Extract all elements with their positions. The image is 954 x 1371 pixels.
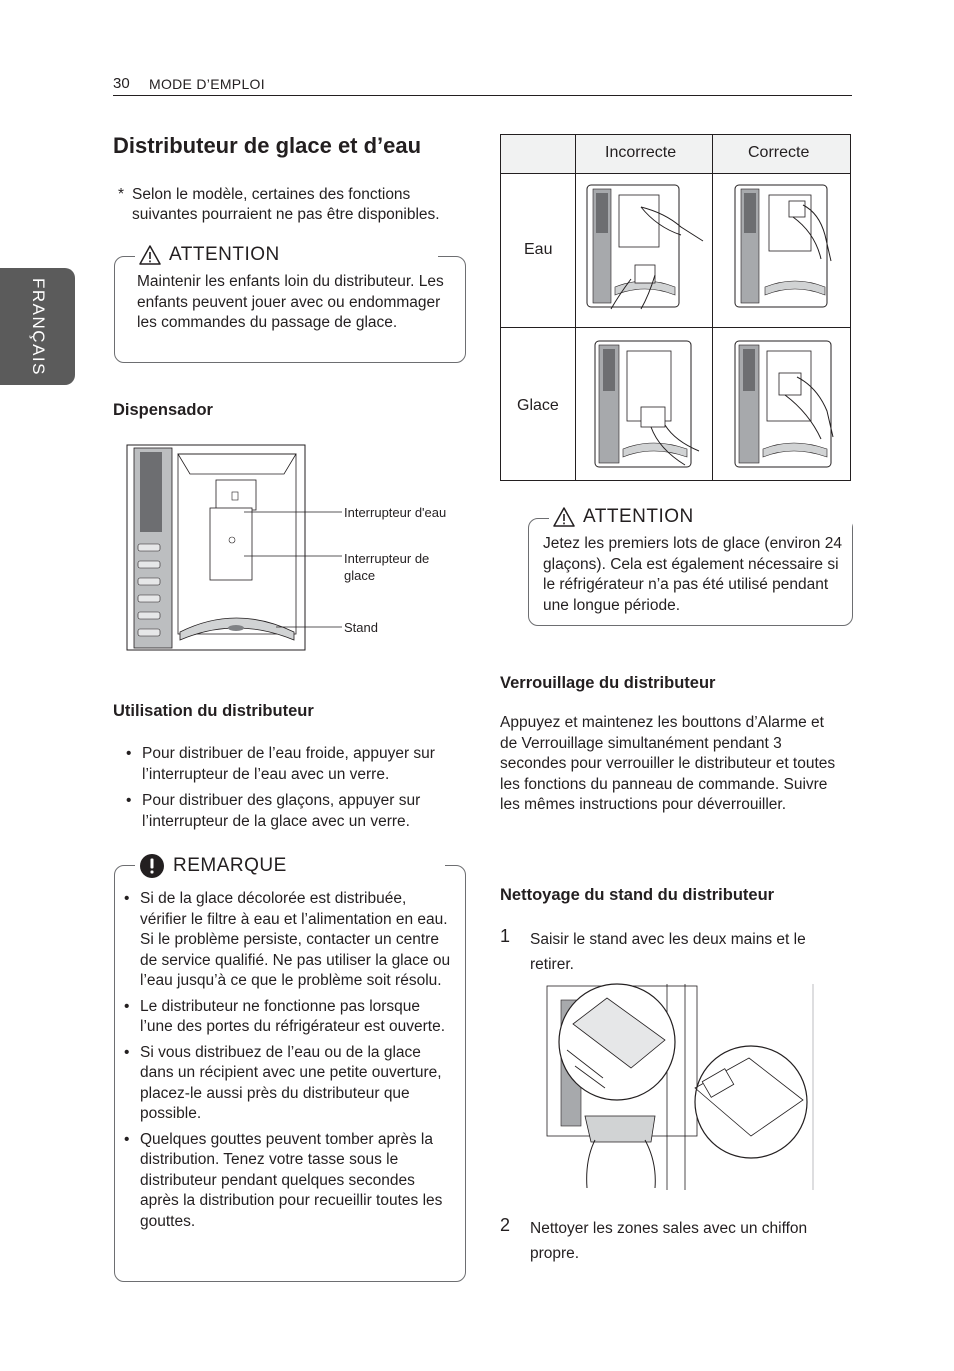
ice-correct-illustration (729, 337, 847, 473)
list-item: • Quelques gouttes peuvent tomber après la distribution. Tenez votre tasse sous le distributeur pendant quelques secondes après la distribution pour recueillir toutes les gouttes. (118, 1130, 453, 1233)
step-number: 1 (500, 926, 511, 946)
remarque-box (114, 855, 466, 1282)
list-item: • Pour distribuer de l’eau froide, appuyer sur l’interrupteur de l’eau avec un verre. (120, 744, 450, 785)
dispensador-heading: Dispensador (113, 401, 213, 419)
step-text: Nettoyer les zones sales avec un chiffon propre. (530, 1220, 808, 1262)
verrouillage-text: Appuyez et maintenez les bouttons d’Alarme et de Verrouillage simultanément pendant 3 secondes pour verrouiller le distributeur et toutes les fonctions du panneau de commande. Suivre les mêmes instructions pour déverrouiller. (500, 714, 836, 813)
remarque-list (118, 889, 453, 1232)
note-marker: * (118, 186, 125, 203)
step-number: 2 (500, 1215, 511, 1235)
cleaning-illustration (545, 980, 815, 1192)
attention-title-text: ATTENTION (169, 244, 280, 265)
row-label-ice: Glace (517, 397, 559, 414)
usage-table (500, 134, 851, 481)
list-item: • Si vous distribuez de l’eau ou de la glace dans un récipient avec une petite ouverture, placez-le aussi près du distributeur que possible. (118, 1043, 453, 1125)
water-incorrect-illustration (585, 183, 705, 311)
page-title: Distributeur de glace et d’eau (113, 133, 422, 158)
step-text: Saisir le stand avec les deux mains et le retirer. (530, 931, 806, 973)
utilisation-heading: Utilisation du distributeur (113, 702, 314, 720)
section-label: MODE D’EMPLOI (149, 76, 265, 92)
warning-triangle-icon (139, 244, 161, 266)
col-header-incorrect: Incorrecte (605, 144, 677, 161)
attention-box-ice (528, 506, 853, 626)
remarque-title-text: REMARQUE (173, 855, 287, 876)
page-number: 30 (113, 75, 130, 92)
attention-text-2: Jetez les premiers lots de glace (environ 24 glaçons). Cela est également nécessaire si le réfrigérateur n’a pas été utilisé pendant une longue période. (543, 535, 842, 614)
attention-title-1 (135, 244, 438, 266)
utilisation-list (120, 744, 450, 832)
language-tab (0, 268, 75, 385)
list-item: • Pour distribuer des glaçons, appuyer sur l’interrupteur de la glace avec un verre. (120, 791, 450, 832)
label-ice-switch: Interrupteur de glace (344, 551, 430, 583)
row-label-water: Eau (524, 241, 553, 258)
list-item: • Si de la glace décolorée est distribuée, vérifier le filtre à eau et l’alimentation en eau. Si le problème persiste, contacter un centre de service qualifié. Ne pas utiliser la glace ou l’eau jusqu’à ce que le problème soit résolu. (118, 889, 453, 992)
attention-text-1: Maintenir les enfants loin du distributeur. Les enfants peuvent jouer avec ou endommager les commandes du passage de glace. (137, 273, 444, 331)
list-item: • Le distributeur ne fonctionne pas lorsque l’une des portes du réfrigérateur est ouverte. (118, 997, 453, 1038)
nettoyage-heading: Nettoyage du stand du distributeur (500, 886, 775, 904)
col-header-correct: Correcte (748, 144, 810, 161)
ice-incorrect-illustration (589, 337, 707, 473)
attention-box-children (114, 244, 466, 363)
exclamation-circle-icon (139, 853, 165, 879)
header-rule (113, 95, 852, 96)
label-water-switch: Interrupteur d'eau (344, 505, 447, 520)
intro-note (118, 185, 470, 225)
language-tab-label: FRANÇAIS (28, 277, 48, 376)
warning-triangle-icon (553, 506, 575, 528)
verrouillage-heading: Verrouillage du distributeur (500, 674, 716, 692)
attention-title-text: ATTENTION (583, 506, 694, 527)
intro-note-text: Selon le modèle, certaines des fonctions suivantes pourraient ne pas être disponibles. (132, 186, 440, 223)
label-stand: Stand (344, 620, 378, 635)
attention-title-2 (549, 506, 852, 528)
dispenser-diagram (126, 444, 466, 654)
water-correct-illustration (727, 183, 847, 311)
remarque-title (135, 853, 445, 879)
dispenser-illustration (126, 444, 466, 654)
